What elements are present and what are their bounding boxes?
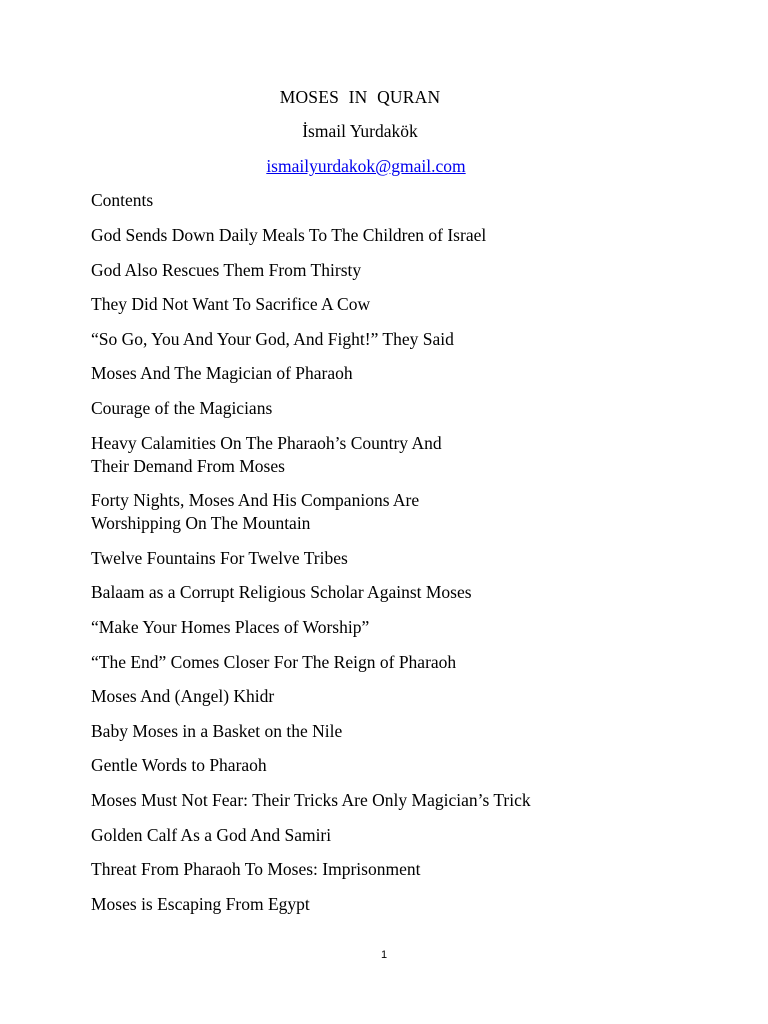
document-title: MOSES IN QURAN	[279, 87, 441, 107]
toc-entry[interactable]: Heavy Calamities On The Pharaoh’s Country And Their Demand From Moses	[91, 432, 442, 476]
contents-heading: Contents	[91, 190, 154, 210]
toc-entry[interactable]: Golden Calf As a God And Samiri	[91, 824, 332, 845]
toc-entry[interactable]: Moses Must Not Fear: Their Tricks Are Only Magician’s Trick	[91, 789, 531, 810]
toc-entry[interactable]: “The End” Comes Closer For The Reign of Pharaoh	[91, 651, 457, 672]
toc-entry[interactable]: Forty Nights, Moses And His Companions Are Worshipping On The Mountain	[91, 490, 420, 534]
toc-entry[interactable]: Moses And The Magician of Pharaoh	[91, 363, 353, 384]
toc-entry[interactable]: Threat From Pharaoh To Moses: Imprisonment	[91, 859, 421, 880]
toc-entry[interactable]: Moses And (Angel) Khidr	[91, 686, 275, 707]
toc-entry[interactable]: “So Go, You And Your God, And Fight!” They Said	[91, 328, 454, 349]
author-email	[0, 155, 732, 177]
email-link[interactable]: ismailyurdakok@gmail.com	[266, 156, 466, 176]
toc-entry[interactable]: Twelve Fountains For Twelve Tribes	[91, 547, 348, 568]
toc-entry[interactable]: God Sends Down Daily Meals To The Children of Israel	[91, 225, 487, 245]
toc-entry[interactable]: They Did Not Want To Sacrifice A Cow	[91, 294, 371, 315]
toc-entry[interactable]: Courage of the Magicians	[91, 397, 273, 418]
toc-entry[interactable]: Baby Moses in a Basket on the Nile	[91, 720, 343, 741]
toc-entry[interactable]: Moses is Escaping From Egypt	[91, 893, 310, 914]
page-number: 1	[380, 949, 388, 961]
author-name: İsmail Yurdakök	[302, 121, 418, 141]
toc-entry[interactable]: “Make Your Homes Places of Worship”	[91, 616, 370, 637]
toc-entry[interactable]: Gentle Words to Pharaoh	[91, 755, 267, 776]
toc-entry[interactable]: God Also Rescues Them From Thirsty	[91, 259, 362, 280]
table-of-contents	[91, 224, 691, 927]
toc-entry[interactable]: Balaam as a Corrupt Religious Scholar Against Moses	[91, 582, 472, 603]
